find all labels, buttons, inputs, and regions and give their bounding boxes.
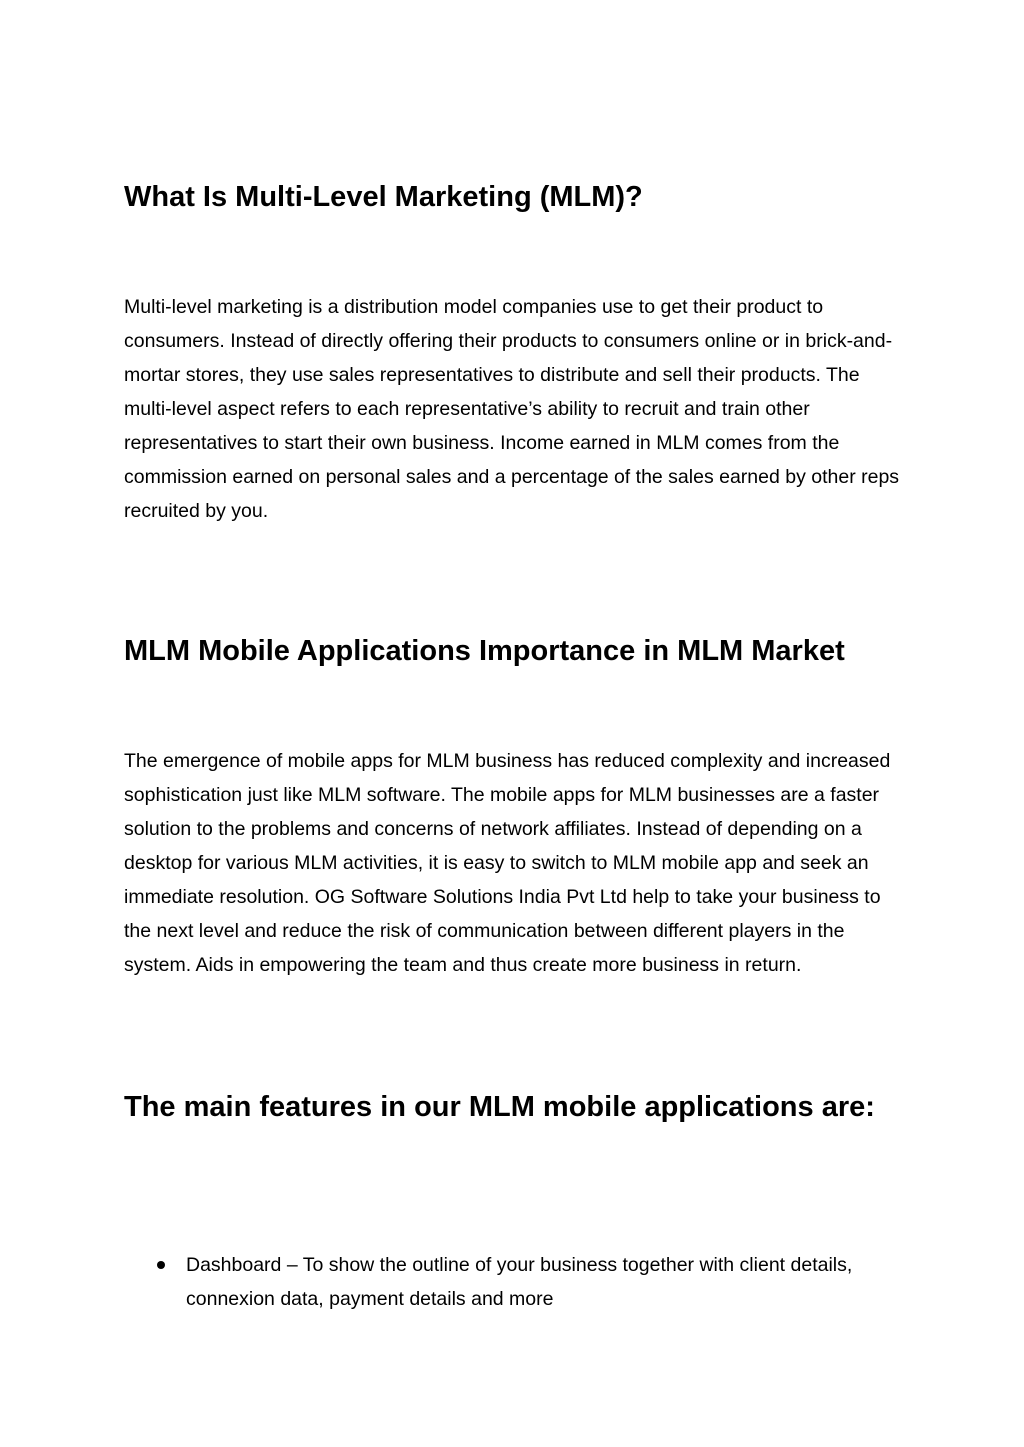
section-heading-main-features: The main features in our MLM mobile applications are: [124,1091,875,1123]
section-heading-what-is-mlm: What Is Multi-Level Marketing (MLM)? [124,181,643,213]
list-item-text: Dashboard – To show the outline of your business together with client details, connexion data, payment details and more [186,1254,853,1310]
bullet-icon [157,1261,165,1269]
section-paragraph-mobile-importance: The emergence of mobile apps for MLM business has reduced complexity and increased sophistication just like MLM software. The mobile apps for MLM businesses are a faster solution to the problems and concerns of network affiliates. Instead of depending on a desktop for various MLM activities, it is easy to switch to MLM mobile app and seek an immediate resolution. OG Software Solutions India Pvt Ltd help to take your business to the next level and reduce the risk of communication between different players in the system. Aids in empowering the team and thus create more business in return. [124,750,891,976]
list-item [124,1248,904,1316]
section-paragraph-what-is-mlm: Multi-level marketing is a distribution model companies use to get their product to consumers. Instead of directly offering their products to consumers online or in brick-and-mortar stores, they use sales representatives to distribute and sell their products. The multi-level aspect refers to each representative’s ability to recruit and train other representatives to start their own business. Income earned in MLM comes from the commission earned on personal sales and a percentage of the sales earned by other reps recruited by you. [124,296,900,522]
features-list [124,1248,904,1316]
section-heading-mobile-importance: MLM Mobile Applications Importance in MLM Market [124,635,845,667]
